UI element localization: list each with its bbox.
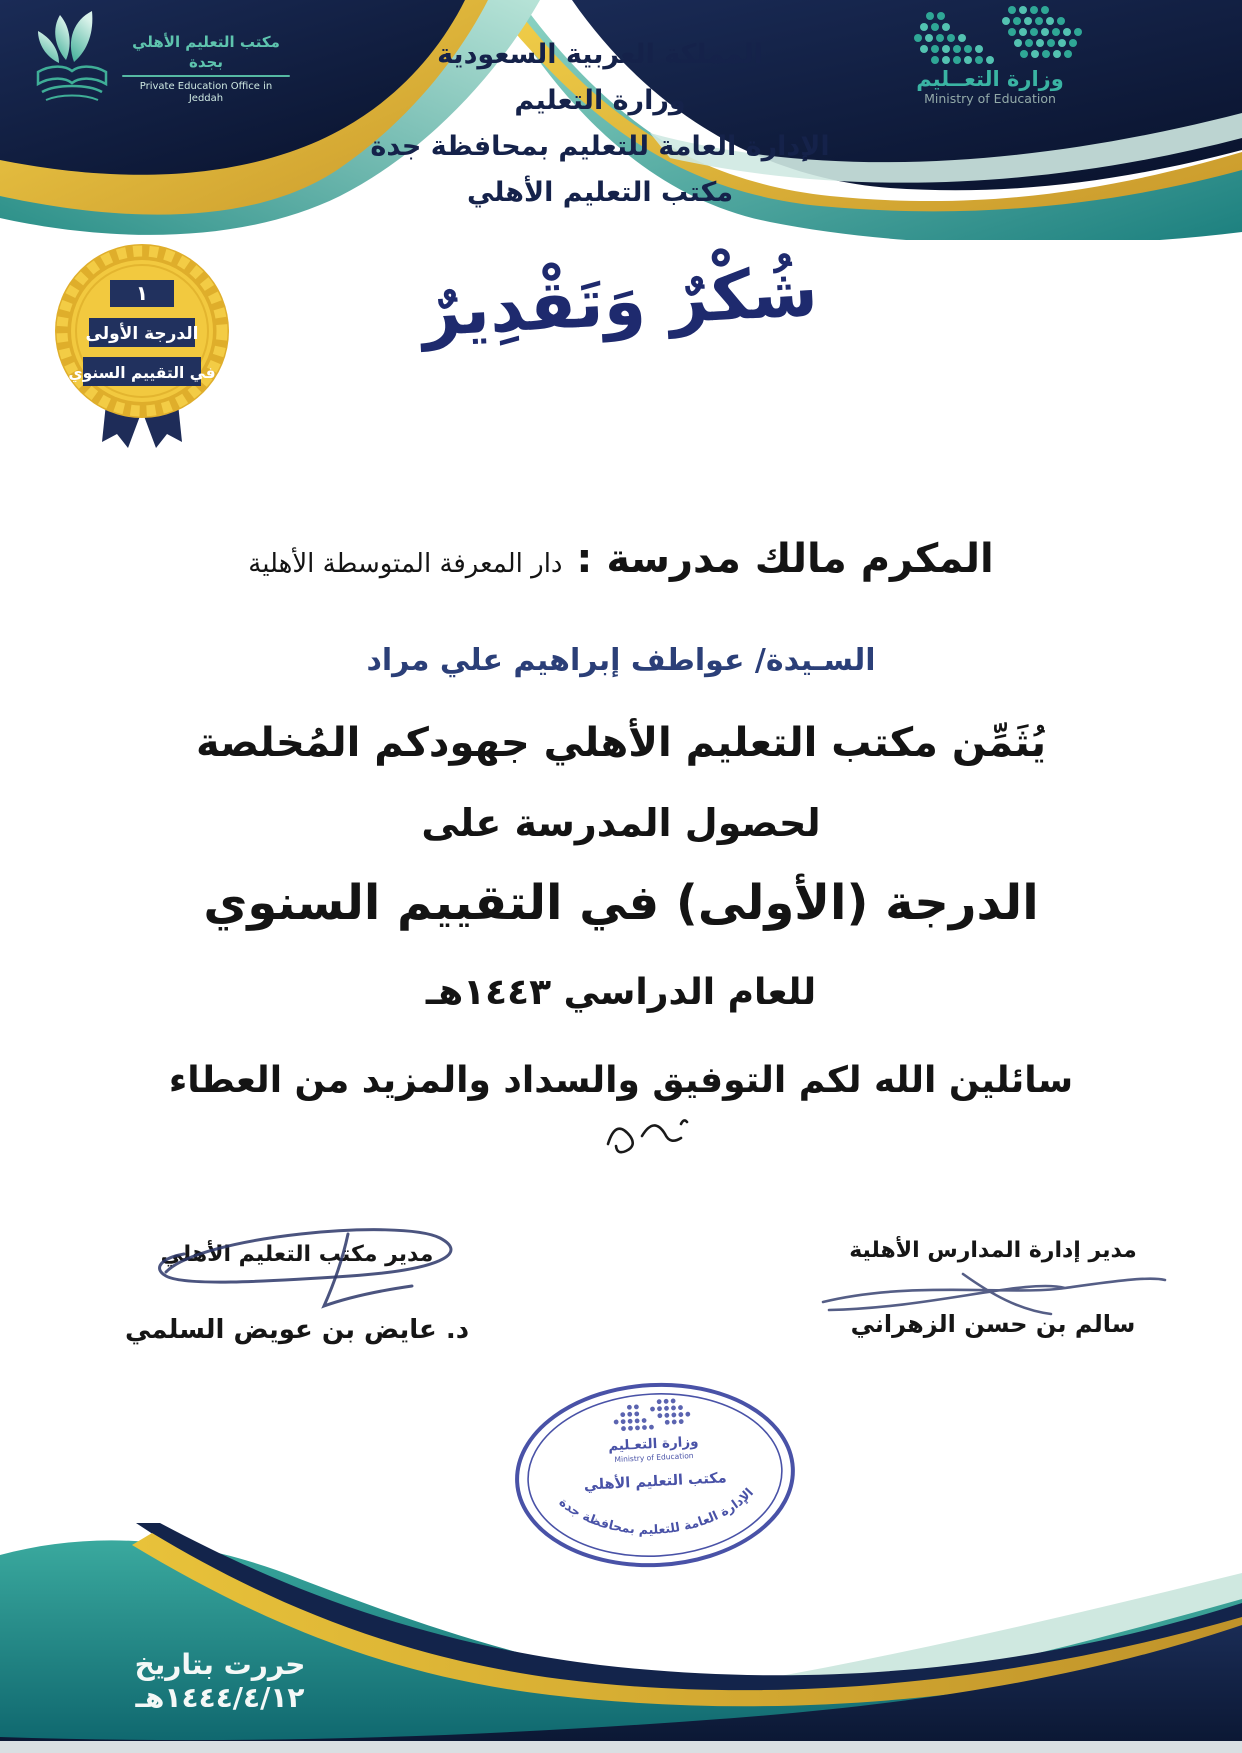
achievement-title-line: الدرجة (الأولى) في التقييم السنوي [203,875,1039,931]
footer-wave-banner [0,1523,1242,1753]
school-name: دار المعرفة المتوسطة الأهلية [248,549,563,579]
recipient-label: المكرم مالك مدرسة : [562,536,994,582]
moe-name-en: Ministry of Education [924,91,1056,106]
stamp-directorate-curved: الإدارة العامة للتعليم بمحافظة جدة [556,1484,757,1537]
stamp-ministry-en: Ministry of Education [614,1450,694,1465]
medal-rank-label: الدرجة الأولى [85,324,199,344]
signature-swoosh-left [140,1224,480,1324]
org-line-office: مكتب التعليم الأهلي [466,177,734,208]
signatory-name-left: د. عايض بن عويض السلمي [124,1315,470,1345]
org-line-country: المملكة العربية السعودية [437,39,763,70]
jeddah-logo-divider [122,75,290,77]
signatory-name-right: سالم بن حسن الزهراني [850,1310,1136,1338]
org-line-ministry: وزارة التعليم [514,85,686,116]
award-medal [42,236,242,451]
jeddah-office-name-ar: مكتب التعليم الأهلي بجدة [132,33,280,71]
certificate-title-calligraphy: شُكْرٌ وَتَقْدِيرٌ [419,252,820,353]
org-header-text [280,32,920,216]
stamp-ministry-ar: وزارة التعـليم [607,1433,699,1455]
recipient-line [100,530,1142,593]
moe-name-ar: وزارة التعــليم [916,67,1064,91]
signature-title-left: مدير مكتب التعليم الأهلي [160,1242,434,1267]
medal-rank-number: ١ [135,281,149,305]
org-line-directorate: الإدارة العامة للتعليم بمحافظة جدة [370,131,830,162]
moe-dots-icon [890,2,1090,66]
scan-edge-strip [0,1741,1242,1753]
signature-block-left [112,1240,482,1348]
issue-date-line: حررت بتاريخ ١٤٤٤/٤/١٢هـ [134,1648,306,1714]
leaf-book-icon [30,8,116,108]
closing-supplication-line: سائلين الله لكم التوفيق والسداد والمزيد من العطاء [168,1060,1074,1101]
jeddah-office-logo [30,8,290,108]
owner-name-line: السـيدة/ عواطف إبراهيم علي مراد [366,643,876,678]
handwritten-initial-mark [598,1106,693,1162]
achievement-intro-line: لحصول المدرسة على [421,801,821,845]
medal-context-label: في التقييم السنوي [68,364,216,382]
academic-year-line: للعام الدراسي ١٤٤٣هـ [425,972,817,1013]
signature-title-right: مدير إدارة المدارس الأهلية [849,1238,1137,1263]
stamp-dots-icon [613,1398,691,1432]
appreciation-line: يُثَمِّن مكتب التعليم الأهلي جهودكم المُخلصة [195,720,1047,766]
signature-block-right [808,1236,1178,1342]
stamp-office-name: مكتب التعليم الأهلي [583,1470,728,1494]
jeddah-office-name-en: Private Education Office in Jeddah [139,81,273,104]
